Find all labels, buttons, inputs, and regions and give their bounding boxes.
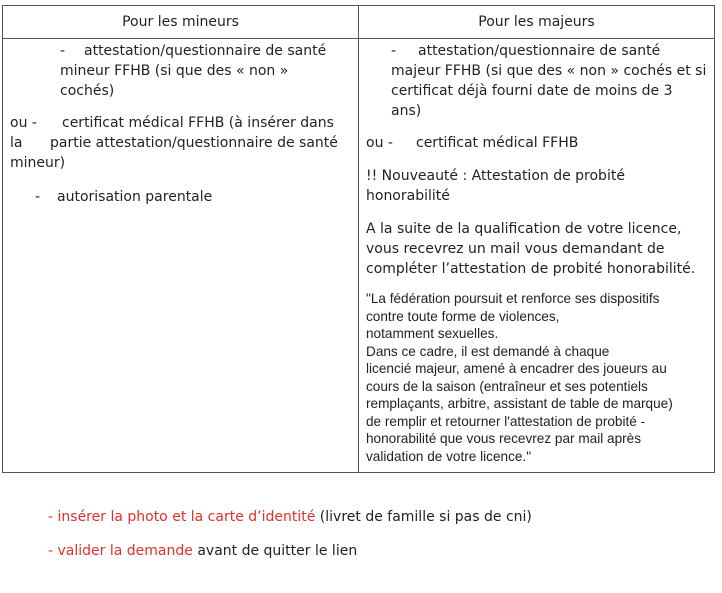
quote-line: de remplir et retourner l'attestation de probité -	[366, 413, 646, 429]
minors-item2-prefix: la	[10, 135, 23, 151]
majors-cell	[359, 39, 715, 473]
quote-line: notamment sexuelles.	[366, 326, 499, 341]
instruction-highlight: insérer la photo et la carte d’identité	[57, 509, 316, 525]
instructions-list	[48, 507, 708, 575]
majors-content	[359, 39, 714, 465]
instruction-photo-id	[48, 507, 708, 527]
or-label: ou -	[366, 135, 393, 151]
table-header-row	[3, 6, 715, 39]
or-label: ou -	[10, 115, 37, 131]
header-majors: Pour les majeurs	[359, 6, 715, 39]
quote-line: licencié majeur, amené à encadrer des joueurs au	[366, 361, 667, 376]
federation-quote	[366, 290, 707, 465]
instruction-dash: -	[48, 509, 58, 525]
quote-line: contre toute forme de violences,	[366, 308, 560, 324]
minors-item-parental-authorization	[10, 187, 351, 207]
majors-item-health-questionnaire	[366, 41, 707, 121]
table-body-row	[3, 39, 715, 473]
qualification-text: A la suite de la qualification de votre licence, vous recevrez un mail vous demandant de compléter l’attestation de probité honorabilité.	[366, 221, 696, 277]
minors-item2-line2: partie attestation/questionnaire de santé	[50, 135, 338, 151]
majors-item-medical-certificate	[366, 133, 707, 153]
minors-item-health-questionnaire	[10, 41, 351, 101]
instruction-rest: (livret de famille si pas de cni)	[315, 509, 532, 525]
minors-cell	[3, 39, 359, 473]
instruction-highlight: valider la demande	[57, 543, 193, 559]
header-minors: Pour les mineurs	[3, 6, 359, 39]
instruction-rest: avant de quitter le lien	[192, 543, 358, 559]
minors-item-medical-certificate	[10, 113, 351, 173]
minors-item2-line1: certificat médical FFHB (à insérer dans	[62, 115, 334, 131]
bullet-dash: -	[391, 43, 397, 59]
minors-item1-text: attestation/questionnaire de santé mineur FFHB (si que des « non » cochés)	[60, 43, 327, 99]
instruction-validate	[48, 541, 708, 561]
quote-line: honorabilité que vous recevrez par mail après	[366, 431, 642, 446]
bullet-dash: -	[60, 43, 66, 59]
majors-item1-text: attestation/questionnaire de santé majeur FFHB (si que des « non » cochés et si certificat déjà fourni date de moins de 3 ans)	[391, 43, 707, 119]
quote-line: "La fédération poursuit et renforce ses dispositifs	[366, 291, 660, 306]
minors-item3-text: autorisation parentale	[57, 189, 213, 205]
quote-line: cours de la saison (entraîneur et ses potentiels	[366, 378, 648, 394]
quote-line: Dans ce cadre, il est demandé à chaque	[366, 343, 610, 359]
majors-item2-text: certificat médical FFHB	[416, 135, 579, 151]
minors-item2-line3: mineur)	[10, 155, 66, 171]
majors-item1-block	[391, 41, 707, 121]
minors-content	[3, 39, 358, 207]
quote-line: remplaçants, arbitre, assistant de table de marque)	[366, 396, 673, 411]
quote-line: validation de votre licence."	[366, 448, 532, 464]
requirements-table	[2, 5, 715, 473]
instruction-dash: -	[48, 543, 58, 559]
new-notice: !! Nouveauté : Attestation de probité honorabilité	[366, 168, 625, 204]
bullet-dash: -	[35, 189, 41, 205]
